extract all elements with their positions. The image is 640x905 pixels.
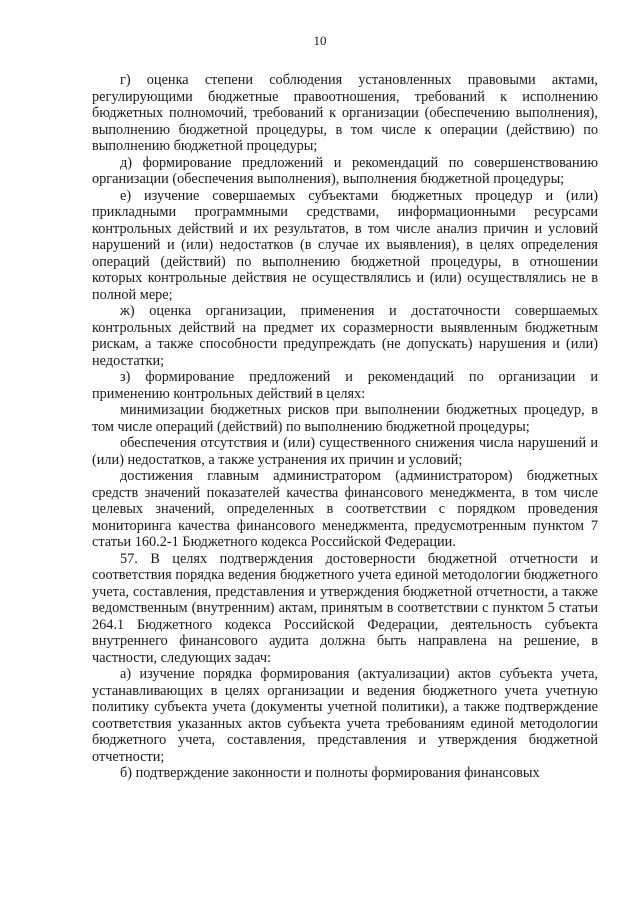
paragraph-e: е) изучение совершаемых субъектами бюджетных процедур и (или) прикладными программными средствами, информационными ресурсами контрольных действий и их результатов, в том числе анализ причин и условий нарушений и (или) недостатков (в случае их выявления), в целях определения операций (действий) по выполнению бюджетной процедуры, в отношении которых контрольные действия не осуществлялись и (или) осуществлялись не в полной мере; (92, 187, 598, 303)
paragraph-d: д) формирование предложений и рекомендаций по совершенствованию организации (обеспечения выполнения), выполнения бюджетной процедуры; (92, 154, 598, 187)
paragraph-z: з) формирование предложений и рекомендаций по организации и применению контрольных действий в целях: (92, 369, 598, 402)
paragraph-a: а) изучение порядка формирования (актуализации) актов субъекта учета, устанавливающих в целях организации и ведения бюджетного учета учетную политику субъекта учета (документы учетной политики), а также подтверждение соответствия указанных актов субъекта учета требованиям единой методологии бюджетного учета, составления, представления и утверждения бюджетной отчетности; (92, 666, 598, 765)
page-number: 10 (313, 33, 327, 48)
paragraph-57: 57. В целях подтверждения достоверности бюджетной отчетности и соответствия порядка ведения бюджетного учета единой методологии бюджетного учета, составления, представления и утверждения бюджетной отчетности, а также ведомственным (внутренним) актам, принятым в соответствии с пунктом 5 статьи 264.1 Бюджетного кодекса Российской Федерации, деятельность субъекта внутреннего финансового аудита должна быть направлена на решение, в частности, следующих задач: (92, 550, 598, 666)
document-body (92, 72, 598, 782)
paragraph-zh: ж) оценка организации, применения и достаточности совершаемых контрольных действий на предмет их соразмерности выявленным бюджетным рискам, а также способности предупреждать (не допускать) нарушения и (или) недостатки; (92, 303, 598, 369)
paragraph-b: б) подтверждение законности и полноты формирования финансовых (120, 765, 540, 781)
paragraph-minimization: минимизации бюджетных рисков при выполнении бюджетных процедур, в том числе операций (действий) по выполнению бюджетной процедуры; (92, 402, 598, 435)
paragraph-ensuring: обеспечения отсутствия и (или) существенного снижения числа нарушений и (или) недостатков, а также устранения их причин и условий; (92, 435, 598, 468)
paragraph-g: г) оценка степени соблюдения установленных правовыми актами, регулирующими бюджетные правоотношения, требований к исполнению бюджетных полномочий, требований к организации (обеспечению выполнения), выполнению бюджетной процедуры, в том числе к операции (действию) по выполнению бюджетной процедуры; (92, 72, 598, 154)
paragraph-achievement: достижения главным администратором (администратором) бюджетных средств значений показателей качества финансового менеджмента, в том числе целевых значений, определенных в соответствии с порядком проведения мониторинга качества финансового менеджмента, предусмотренным пунктом 7 статьи 160.2-1 Бюджетного кодекса Российской Федерации. (92, 468, 598, 550)
